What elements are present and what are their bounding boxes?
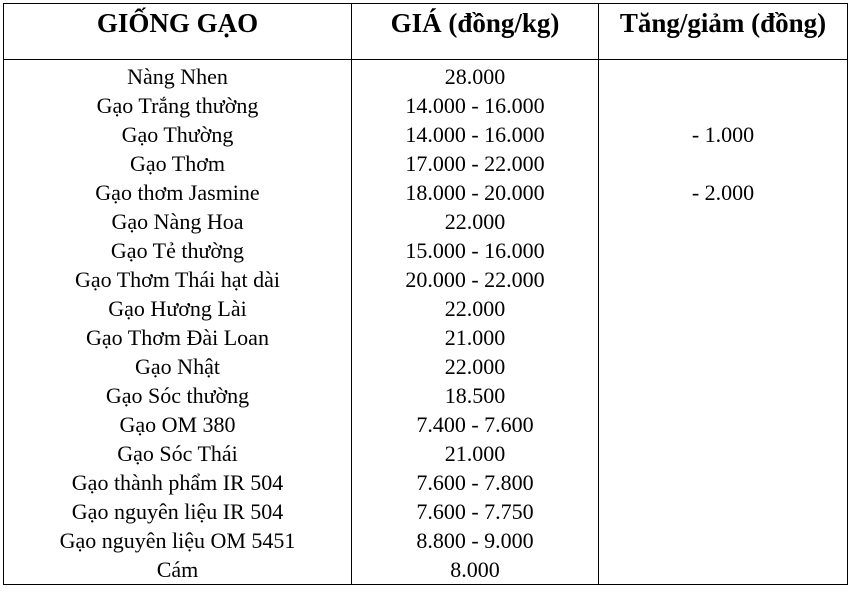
rice-variety-cell: Cám [4, 555, 352, 585]
table-row [4, 149, 848, 178]
price-cell: 15.000 - 16.000 [352, 236, 599, 265]
table-row [4, 178, 848, 207]
rice-variety-cell: Gạo Thơm [4, 149, 352, 178]
table-row [4, 60, 848, 92]
table-row [4, 323, 848, 352]
price-cell: 7.400 - 7.600 [352, 410, 599, 439]
change-cell [599, 410, 848, 439]
change-cell [599, 526, 848, 555]
rice-variety-cell: Gạo Thường [4, 120, 352, 149]
price-cell: 20.000 - 22.000 [352, 265, 599, 294]
rice-variety-cell: Gạo Sóc Thái [4, 439, 352, 468]
table-row [4, 410, 848, 439]
table-row [4, 468, 848, 497]
rice-variety-cell: Gạo Tẻ thường [4, 236, 352, 265]
table-row [4, 91, 848, 120]
change-cell: - 1.000 [599, 120, 848, 149]
rice-variety-cell: Gạo thành phẩm IR 504 [4, 468, 352, 497]
change-cell [599, 149, 848, 178]
rice-variety-cell: Gạo Thơm Đài Loan [4, 323, 352, 352]
change-cell [599, 207, 848, 236]
change-cell [599, 236, 848, 265]
change-cell [599, 468, 848, 497]
price-cell: 7.600 - 7.750 [352, 497, 599, 526]
change-cell [599, 265, 848, 294]
table-row [4, 439, 848, 468]
header-row [4, 4, 848, 60]
rice-variety-cell: Gạo OM 380 [4, 410, 352, 439]
price-cell: 18.000 - 20.000 [352, 178, 599, 207]
rice-variety-cell: Gạo Sóc thường [4, 381, 352, 410]
table-row [4, 236, 848, 265]
header-change: Tăng/giảm (đồng) [599, 4, 848, 60]
price-cell: 22.000 [352, 352, 599, 381]
change-cell [599, 497, 848, 526]
price-cell: 7.600 - 7.800 [352, 468, 599, 497]
table-row [4, 120, 848, 149]
change-cell [599, 60, 848, 92]
price-cell: 21.000 [352, 439, 599, 468]
rice-variety-cell: Gạo Thơm Thái hạt dài [4, 265, 352, 294]
change-cell [599, 352, 848, 381]
rice-variety-cell: Nàng Nhen [4, 60, 352, 92]
change-cell: - 2.000 [599, 178, 848, 207]
rice-variety-cell: Gạo Hương Lài [4, 294, 352, 323]
rice-variety-cell: Gạo Trắng thường [4, 91, 352, 120]
rice-price-table [3, 3, 848, 585]
change-cell [599, 91, 848, 120]
rice-variety-cell: Gạo Nhật [4, 352, 352, 381]
table-row [4, 207, 848, 236]
change-cell [599, 381, 848, 410]
change-cell [599, 439, 848, 468]
table-row [4, 294, 848, 323]
price-cell: 17.000 - 22.000 [352, 149, 599, 178]
rice-variety-cell: Gạo nguyên liệu OM 5451 [4, 526, 352, 555]
change-cell [599, 294, 848, 323]
price-cell: 18.500 [352, 381, 599, 410]
change-cell [599, 323, 848, 352]
price-cell: 14.000 - 16.000 [352, 120, 599, 149]
table-row [4, 265, 848, 294]
change-cell [599, 555, 848, 585]
price-cell: 21.000 [352, 323, 599, 352]
header-price: GIÁ (đồng/kg) [352, 4, 599, 60]
table-row [4, 555, 848, 585]
rice-variety-cell: Gạo nguyên liệu IR 504 [4, 497, 352, 526]
table-row [4, 497, 848, 526]
price-cell: 22.000 [352, 207, 599, 236]
table-body [4, 60, 848, 585]
table-row [4, 381, 848, 410]
price-cell: 8.800 - 9.000 [352, 526, 599, 555]
price-cell: 22.000 [352, 294, 599, 323]
table-row [4, 352, 848, 381]
table-row [4, 526, 848, 555]
price-cell: 28.000 [352, 60, 599, 92]
rice-variety-cell: Gạo Nàng Hoa [4, 207, 352, 236]
price-cell: 8.000 [352, 555, 599, 585]
header-rice-variety: GIỐNG GẠO [4, 4, 352, 60]
price-cell: 14.000 - 16.000 [352, 91, 599, 120]
rice-variety-cell: Gạo thơm Jasmine [4, 178, 352, 207]
